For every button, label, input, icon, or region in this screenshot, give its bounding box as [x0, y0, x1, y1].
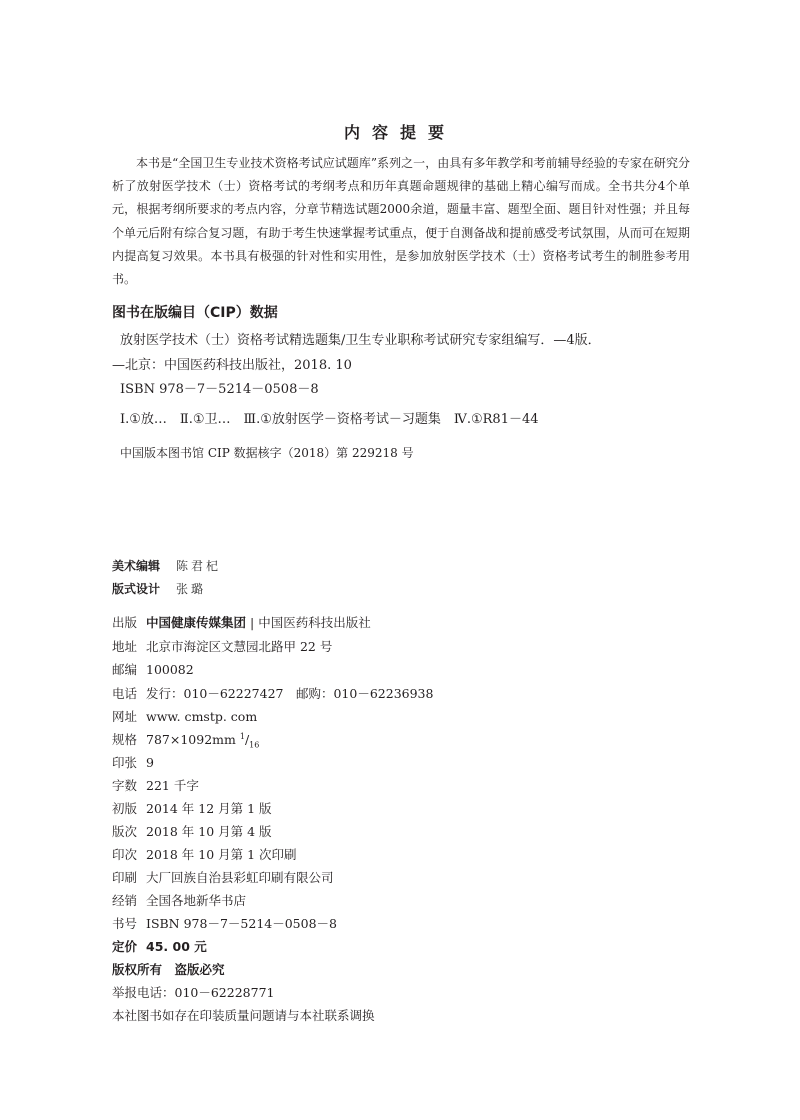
- pub-label: 出版: [112, 615, 138, 630]
- pub-label: 网址: [112, 709, 138, 724]
- pub-value: 全国各地新华书店: [146, 893, 247, 908]
- cip-heading: 图书在版编目（CIP）数据: [112, 305, 278, 321]
- pub-words-row: [112, 776, 199, 794]
- pub-phone-row: [112, 684, 433, 702]
- pub-format-row: 规格 787×1092mm $^1/_{16}$: [112, 731, 260, 750]
- cip-classification: Ⅰ.①放… Ⅱ.①卫… Ⅲ.①放射医学－资格考试－习题集 Ⅳ.①R81－44: [120, 412, 539, 427]
- pub-printing-row: [112, 845, 297, 863]
- pub-website-row: [112, 707, 257, 725]
- pub-label: 地址: [112, 639, 138, 654]
- credit-value: 张璐: [176, 582, 207, 596]
- pub-value: 2018 年 10 月第 4 版: [146, 824, 272, 839]
- pub-label: 版次: [112, 824, 138, 839]
- pub-value: 2014 年 12 月第 1 版: [146, 801, 272, 816]
- summary-paragraph: 本书是“全国卫生专业技术资格考试应试题库”系列之一，由具有多年教学和考前辅导经验的专家在研究分析了放射医学技术（士）资格考试的考纲考点和历年真题命题规律的基础上精心编写而成。全书共分4个单元，根据考纲所要求的考点内容，分章节精选试题2000余道，题量丰富、题型全面、题目针对性强；并且每个单元后附有综合复习题，有助于考生快速掌握考试重点，便于自测备战和提前感受考试氛围，从而可在短期内提高复习效果。本书具有极强的针对性和实用性，是参加放射医学技术（士）资格考试考生的制胜参考用书。: [112, 156, 690, 287]
- pub-label: 书号: [112, 916, 138, 931]
- summary-title: 内容提要: [343, 123, 456, 142]
- publisher-group: 中国健康传媒集团: [146, 615, 247, 630]
- pub-value: 9: [146, 755, 154, 770]
- credit-label: 版式设计: [112, 582, 161, 596]
- pub-value: 2018 年 10 月第 1 次印刷: [146, 847, 297, 862]
- pub-price-row: [112, 937, 207, 955]
- cip-line-publisher: —北京：中国医药科技出版社，2018. 10: [112, 358, 352, 373]
- pub-report-phone: 举报电话：010－62228771: [112, 985, 275, 1000]
- cip-isbn: ISBN 978－7－5214－0508－8: [120, 382, 319, 397]
- pub-copyright: 版权所有 盗版必究: [112, 962, 225, 977]
- credit-layout-designer: [112, 580, 206, 597]
- pub-edition-row: [112, 822, 272, 840]
- pub-value: 发行：010－62227427 邮购：010－62236938: [146, 686, 434, 701]
- cip-data-note: 中国版本图书馆 CIP 数据核字（2018）第 229218 号: [120, 446, 414, 460]
- pub-value: 45. 00 元: [146, 939, 207, 954]
- credit-value: 陈君杞: [176, 559, 222, 573]
- pub-value: 北京市海淀区文慧园北路甲 22 号: [146, 639, 333, 654]
- pub-value: ISBN 978－7－5214－0508－8: [146, 916, 337, 931]
- pub-value: 100082: [146, 662, 194, 677]
- pub-label: 印次: [112, 847, 138, 862]
- pub-value: 221 千字: [146, 778, 199, 793]
- pub-value: 787×1092mm: [146, 732, 236, 747]
- cip-line-title: 放射医学技术（士）资格考试精选题集/卫生专业职称考试研究专家组编写．—4版．: [120, 333, 601, 348]
- pub-label: 初版: [112, 801, 138, 816]
- pub-book-number-row: [112, 914, 337, 932]
- publisher-separator: |: [250, 615, 255, 630]
- pub-postcode-row: [112, 660, 194, 678]
- pub-sheets-row: [112, 753, 154, 771]
- pub-printer-row: [112, 868, 334, 886]
- pub-label: 经销: [112, 893, 138, 908]
- pub-first-edition-row: [112, 799, 272, 817]
- pub-label: 规格: [112, 732, 138, 747]
- format-fraction-den: 16: [249, 740, 260, 750]
- pub-label: 印张: [112, 755, 138, 770]
- pub-address-row: [112, 637, 332, 655]
- pub-label: 邮编: [112, 662, 138, 677]
- pub-value: www. cmstp. com: [146, 709, 258, 724]
- pub-publisher-row: [112, 613, 371, 631]
- pub-label: 定价: [112, 939, 138, 954]
- format-fraction-num: 1: [239, 731, 245, 741]
- pub-label: 字数: [112, 778, 138, 793]
- pub-distributor-row: [112, 891, 246, 909]
- credit-art-editor: [112, 557, 221, 574]
- credit-label: 美术编辑: [112, 559, 161, 573]
- pub-label: 印刷: [112, 870, 138, 885]
- publisher-name: 中国医药科技出版社: [258, 615, 371, 630]
- pub-label: 电话: [112, 686, 138, 701]
- pub-notice: 本社图书如存在印装质量问题请与本社联系调换: [112, 1008, 375, 1023]
- pub-value: 大厂回族自治县彩虹印刷有限公司: [146, 870, 334, 885]
